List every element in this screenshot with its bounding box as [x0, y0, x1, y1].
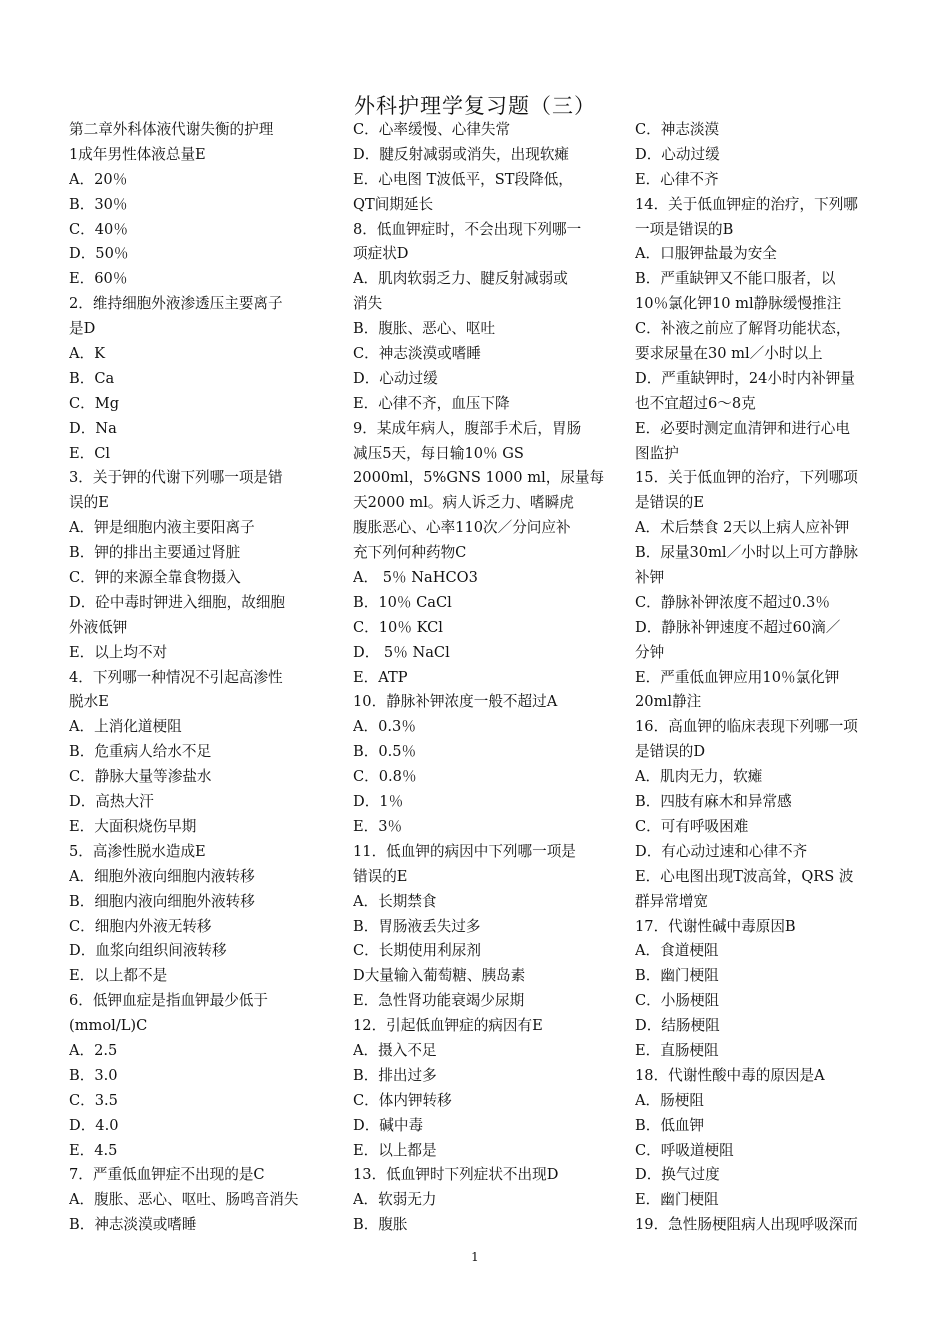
text-line: B．神志淡漠或嗜睡	[69, 1216, 197, 1234]
text-line: 3．关于钾的代谢下列哪一项是错	[69, 469, 283, 487]
text-line: E．心电图出现T波高耸，QRS 波	[635, 867, 854, 885]
text-line: B．危重病人给水不足	[69, 743, 212, 761]
text-line: D．腱反射减弱或消失，出现软瘫	[353, 145, 570, 163]
text-line: B．低血钾	[635, 1116, 705, 1134]
text-line: E．严重低血钾应用10％氯化钾	[635, 668, 840, 686]
text-line: A．术后禁食 2天以上病人应补钾	[635, 519, 850, 537]
text-line: C．可有呼吸困难	[635, 817, 749, 835]
text-line: 13．低血钾时下列症状不出现D	[353, 1166, 559, 1184]
text-line: 分钟	[635, 643, 665, 661]
text-line: A．上消化道梗阻	[69, 718, 182, 736]
text-line: C．呼吸道梗阻	[635, 1141, 734, 1159]
text-line: A．口服钾盐最为安全	[635, 245, 777, 263]
text-line: 充下列何种药物C	[353, 544, 467, 562]
text-line: A．长期禁食	[353, 892, 437, 910]
text-line: A．钾是细胞内液主要阳离子	[69, 519, 255, 537]
text-line: E．以上都不是	[69, 967, 168, 985]
text-line: E．直肠梗阻	[635, 1041, 719, 1059]
page-title: 外科护理学复习题（三）	[354, 94, 596, 118]
text-line: A．腹胀、恶心、呕吐、肠鸣音消失	[69, 1191, 299, 1209]
text-line: D．砼中毒时钾进入细胞，故细胞	[69, 593, 286, 611]
text-line: 减压5天，每日输10％ GS	[353, 444, 524, 462]
text-line: D．心动过缓	[353, 369, 438, 387]
text-line: A．肠梗阻	[635, 1091, 704, 1109]
text-line: 是D	[69, 320, 96, 338]
text-line: E．急性肾功能衰竭少尿期	[353, 992, 525, 1010]
text-line: B．幽门梗阻	[635, 967, 719, 985]
text-line: 20ml静注	[635, 693, 702, 711]
text-line: D．有心动过速和心律不齐	[635, 842, 808, 860]
text-column-1	[69, 118, 327, 1238]
text-line: E．幽门梗阻	[635, 1191, 719, 1209]
text-line: B．Ca	[69, 369, 115, 387]
text-line: E．60％	[69, 270, 128, 288]
text-line: A．食道梗阻	[635, 942, 719, 960]
text-line: D．结肠梗阻	[635, 1017, 720, 1035]
text-line: 误的E	[69, 494, 109, 512]
text-line: 6．低钾血症是指血钾最少低于	[69, 992, 269, 1010]
text-line: E．以上都是	[353, 1141, 437, 1159]
text-line: D大量输入葡萄糖、胰岛素	[353, 967, 526, 985]
text-line: D．1％	[353, 793, 404, 811]
text-line: 图监护	[635, 444, 679, 462]
text-line: 错误的E	[353, 867, 408, 885]
text-line: D．Na	[69, 419, 117, 437]
text-line: D． 5％ NaCl	[353, 643, 450, 661]
text-line: 项症状D	[353, 245, 409, 263]
text-column-3	[635, 118, 893, 1238]
text-line: C．40％	[69, 220, 128, 238]
text-line: B．尿量30ml／小时以上可方静脉	[635, 544, 858, 562]
text-line: E．心律不齐	[635, 170, 719, 188]
text-line: D．碱中毒	[353, 1116, 424, 1134]
text-line: E．以上均不对	[69, 643, 168, 661]
text-line: D．静脉补钾速度不超过60滴／	[635, 618, 841, 636]
text-line: B．钾的排出主要通过肾脏	[69, 544, 241, 562]
text-line: C．心率缓慢、心律失常	[353, 121, 511, 138]
text-line: (mmol/L)C	[69, 1017, 148, 1035]
page-number: 1	[471, 1250, 479, 1264]
text-line: E．大面积烧伤早期	[69, 817, 197, 835]
text-line: E．Cl	[69, 444, 111, 462]
text-line: B．腹胀、恶心、呕吐	[353, 320, 496, 338]
text-line: 一项是错误的B	[635, 220, 734, 238]
text-line: D．4.0	[69, 1116, 119, 1134]
text-line: E．必要时测定血清钾和进行心电	[635, 419, 850, 437]
text-line: 消失	[353, 295, 383, 313]
text-line: A．20％	[69, 170, 128, 188]
text-line: A．肌肉无力，软瘫	[635, 768, 763, 786]
text-line: 10％氯化钾10 ml静脉缓慢推注	[635, 295, 842, 313]
text-line: 是错误的E	[635, 494, 705, 512]
text-line: 要求尿量在30 ml／小时以上	[635, 345, 823, 363]
text-line: C．3.5	[69, 1091, 118, 1109]
text-line: B．腹胀	[353, 1216, 408, 1234]
text-line: E．3％	[353, 817, 403, 835]
text-line: QT间期延长	[353, 195, 434, 213]
text-line: 17．代谢性碱中毒原因B	[635, 917, 796, 935]
text-line: D．严重缺钾时，24小时内补钾量	[635, 369, 855, 387]
text-line: 天2000 ml。病人诉乏力、嗜瞬虎	[353, 494, 574, 512]
text-line: C．静脉大量等渗盐水	[69, 768, 212, 786]
text-line: D．换气过度	[635, 1166, 720, 1184]
text-line: 群异常增宽	[635, 892, 708, 910]
text-line: 1成年男性体液总量E	[69, 145, 206, 163]
text-line: 10．静脉补钾浓度一般不超过A	[353, 693, 558, 711]
text-line: B．10％ CaCl	[353, 593, 452, 611]
text-line: 19．急性肠梗阻病人出现呼吸深而	[635, 1216, 858, 1234]
text-line: B．0.5％	[353, 743, 417, 761]
text-line: 11．低血钾的病因中下列哪一项是	[353, 842, 576, 860]
text-line: 是错误的D	[635, 743, 706, 761]
text-line: A．K	[69, 345, 106, 363]
text-line: A．细胞外液向细胞内液转移	[69, 867, 255, 885]
text-line: E．ATP	[353, 668, 408, 686]
text-line: C．长期使用利尿剂	[353, 942, 481, 960]
text-line: 外液低钾	[69, 618, 128, 636]
text-line: B．胃肠液丢失过多	[353, 917, 481, 935]
text-line: 脱水E	[69, 693, 109, 711]
text-line: 2．维持细胞外液渗透压主要离子	[69, 295, 283, 313]
text-line: E．4.5	[69, 1141, 118, 1159]
text-line: E．心电图 T波低平，ST段降低，	[353, 170, 573, 188]
text-line: A．2.5	[69, 1041, 118, 1059]
text-line: 9．某成年病人，腹部手术后，胃肠	[353, 419, 582, 437]
text-line: 第二章外科体液代谢失衡的护理	[69, 121, 274, 138]
text-line: D．高热大汗	[69, 793, 154, 811]
text-line: D．心动过缓	[635, 145, 720, 163]
text-line: 12．引起低血钾症的病因有E	[353, 1017, 543, 1035]
text-line: C．0.8％	[353, 768, 417, 786]
text-line: 15．关于低血钾的治疗，下列哪项	[635, 469, 858, 487]
text-line: A．肌肉软弱乏力、腱反射减弱或	[353, 270, 568, 288]
text-column-2	[353, 118, 611, 1238]
text-line: B．3.0	[69, 1066, 118, 1084]
text-line: A． 5％ NaHCO3	[353, 569, 478, 587]
text-line: 补钾	[635, 569, 665, 587]
text-line: 5．高渗性脱水造成E	[69, 842, 206, 860]
text-line: 7．严重低血钾症不出现的是C	[69, 1166, 265, 1184]
text-line: D．血浆向组织间液转移	[69, 942, 227, 960]
text-line: A．软弱无力	[353, 1191, 437, 1209]
text-line: B．四肢有麻木和异常感	[635, 793, 792, 811]
text-line: 也不宜超过6～8克	[635, 394, 756, 412]
text-line: A．摄入不足	[353, 1041, 437, 1059]
text-line: E．心律不齐，血压下降	[353, 394, 510, 412]
text-line: D．50％	[69, 245, 129, 263]
text-line: 8．低血钾症时，不会出现下列哪一	[353, 220, 582, 238]
text-line: C．神志淡漠或嗜睡	[353, 345, 481, 363]
text-line: 4．下列哪一种情况不引起高渗性	[69, 668, 283, 686]
text-line: C．细胞内外液无转移	[69, 917, 212, 935]
text-line: B．严重缺钾又不能口服者，以	[635, 270, 836, 288]
text-line: A．0.3％	[353, 718, 416, 736]
text-line: C．小肠梗阻	[635, 992, 720, 1010]
text-line: B．细胞内液向细胞外液转移	[69, 892, 255, 910]
text-line: 16．高血钾的临床表现下列哪一项	[635, 718, 858, 736]
text-line: C．神志淡漠	[635, 121, 720, 138]
text-line: C．钾的来源全靠食物摄入	[69, 569, 241, 587]
text-line: 2000ml，5%GNS 1000 ml，尿量每	[353, 469, 605, 487]
text-line: C．体内钾转移	[353, 1091, 452, 1109]
text-line: 14．关于低血钾症的治疗，下列哪	[635, 195, 858, 213]
text-line: C．10％ KCl	[353, 618, 443, 636]
text-line: 腹胀恶心、心率110次／分问应补	[353, 519, 571, 537]
text-line: C．补液之前应了解肾功能状态，	[635, 320, 851, 338]
text-line: B．排出过多	[353, 1066, 437, 1084]
text-line: B．30％	[69, 195, 128, 213]
text-line: C．Mg	[69, 394, 120, 412]
text-line: 18．代谢性酸中毒的原因是A	[635, 1066, 825, 1084]
text-line: C．静脉补钾浓度不超过0.3％	[635, 593, 830, 611]
